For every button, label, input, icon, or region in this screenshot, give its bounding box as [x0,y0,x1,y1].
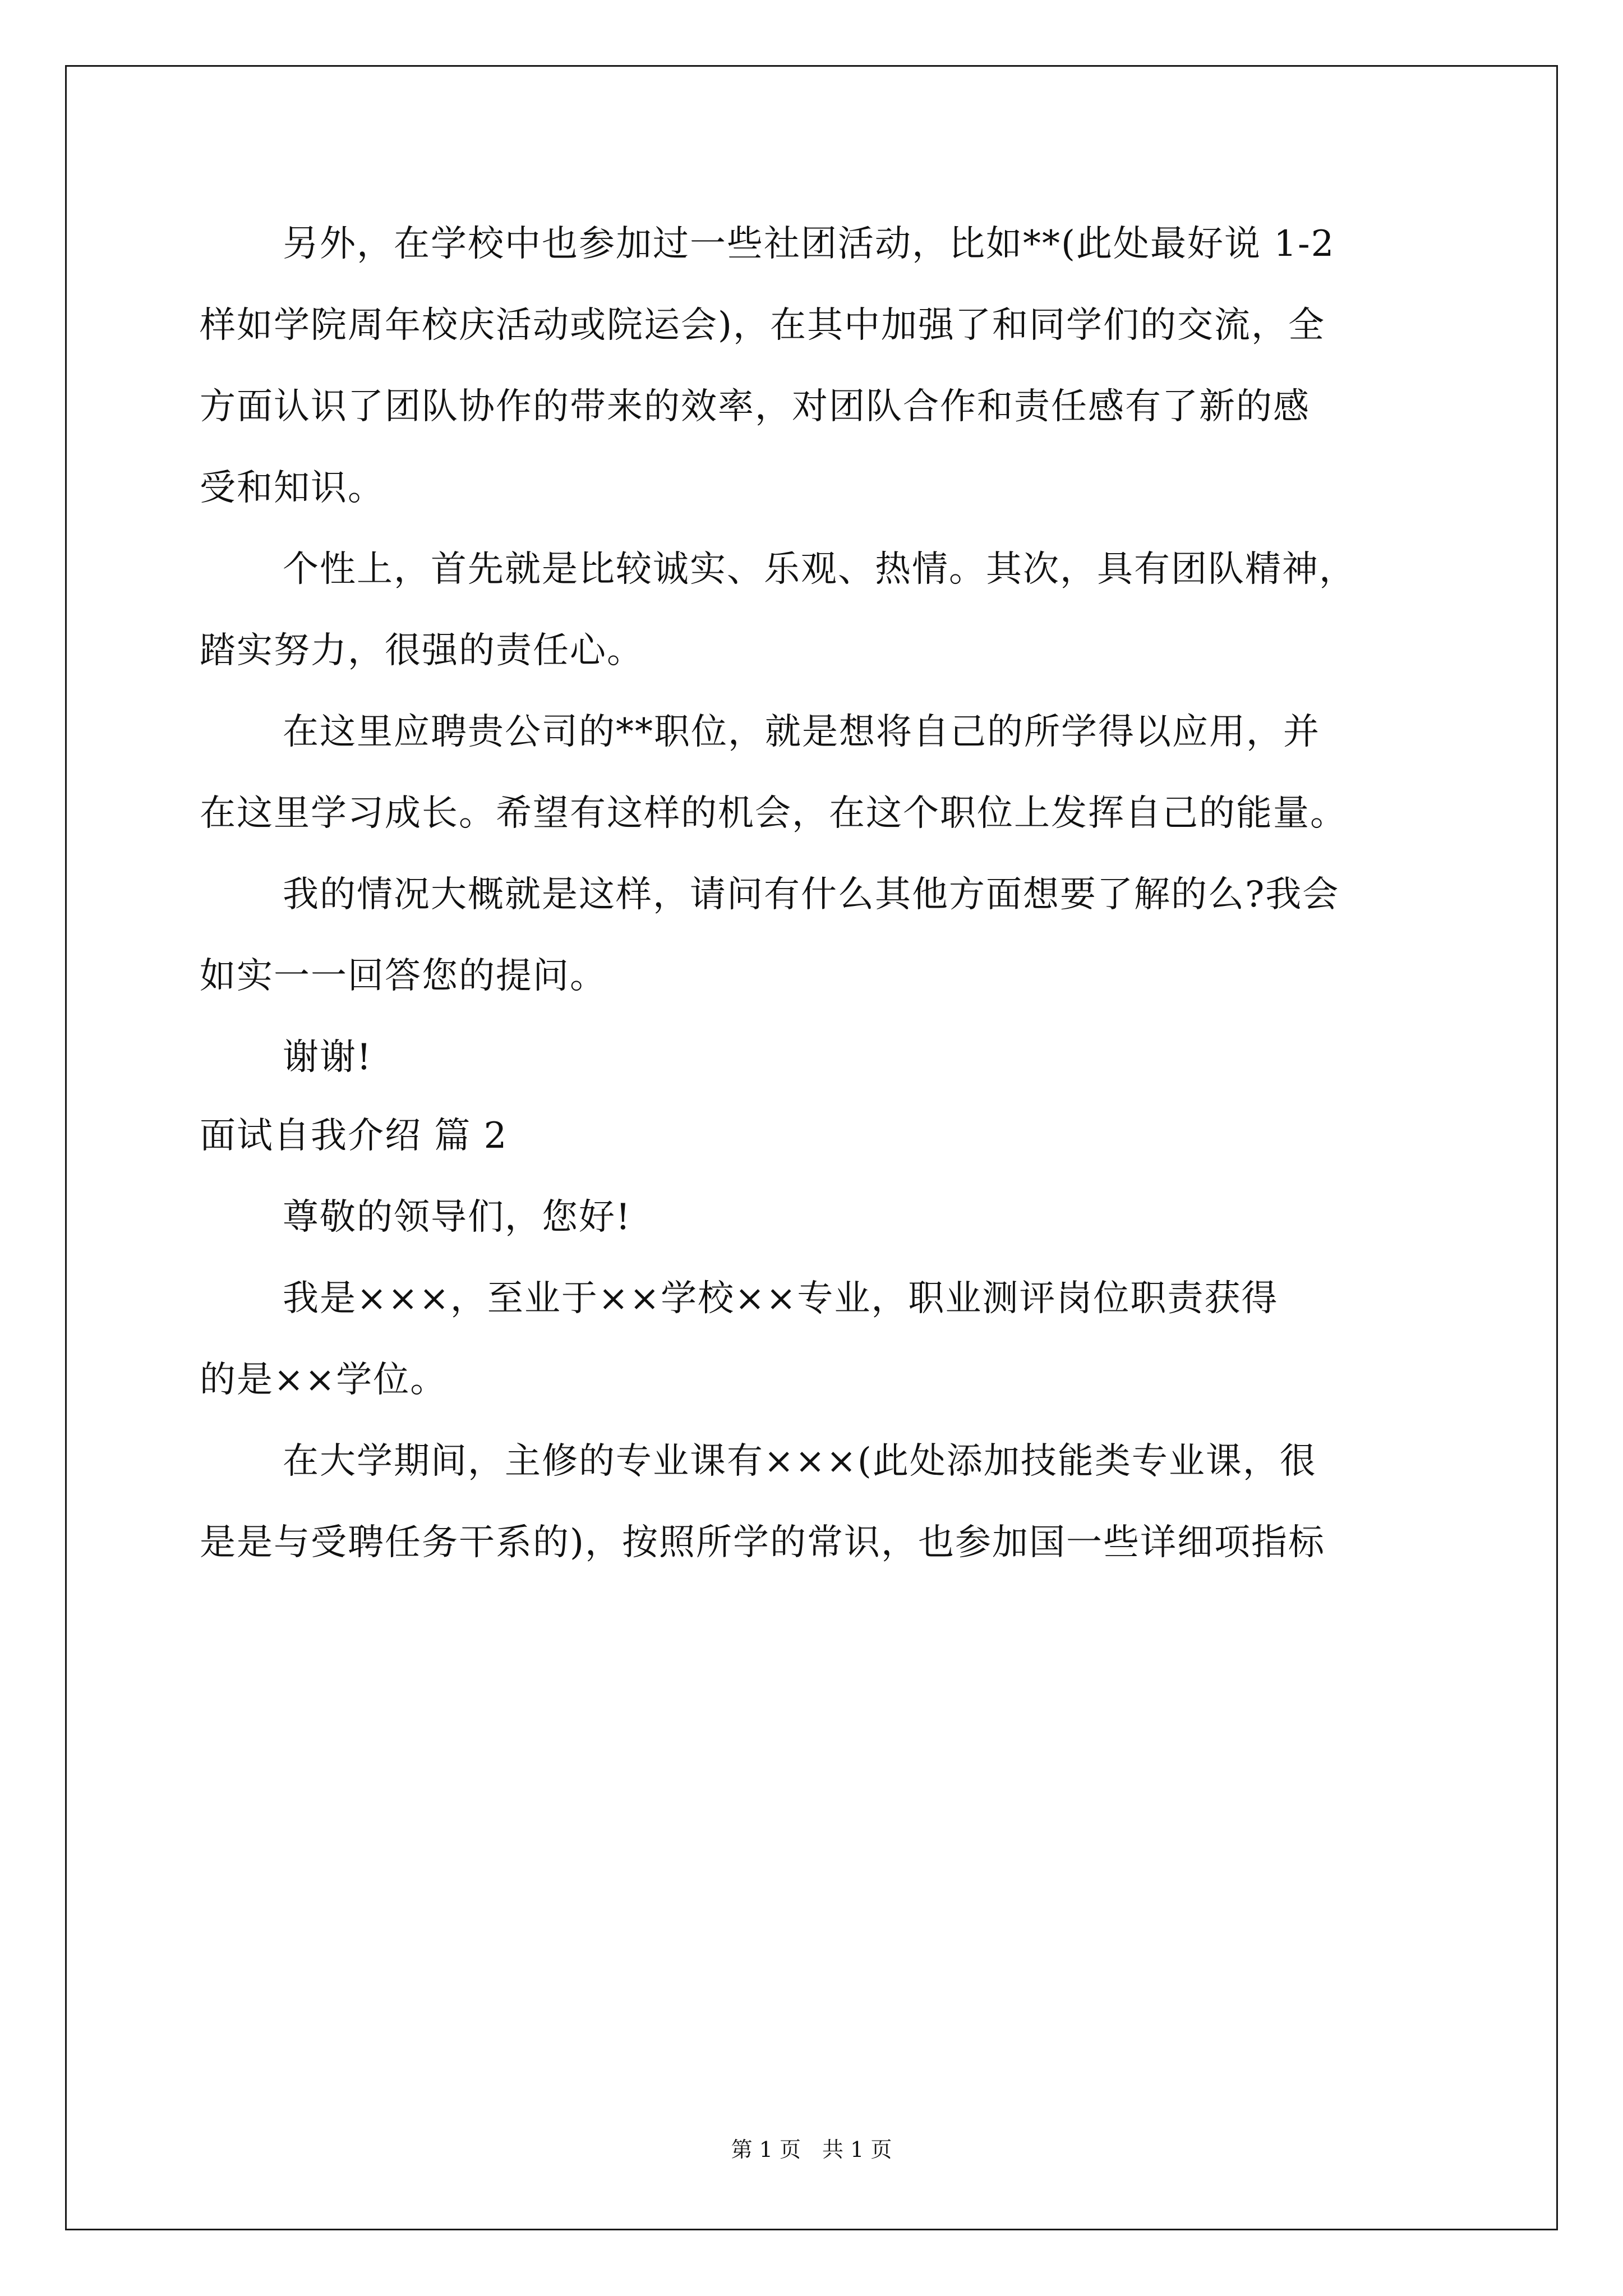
paragraph-1-line-3: 方面认识了团队协作的带来的效率，对团队合作和责任感有了新的感 [200,386,1310,427]
paragraph-4-line-2: 如实一一回答您的提问。 [200,955,607,997]
paragraph-1-line-1: 另外，在学校中也参加过一些社团活动，比如**(此处最好说 1-2 [283,223,1335,265]
section-heading: 面试自我介绍 篇 2 [200,1115,508,1157]
paragraph-1-line-2: 样如学院周年校庆活动或院运会)，在其中加强了和同学们的交流，全 [200,305,1325,346]
paragraph-4-line-1: 我的情况大概就是这样，请问有什么其他方面想要了解的么?我会 [283,874,1340,915]
section2-paragraph-1-line-1: 尊敬的领导们，您好! [283,1197,631,1238]
paragraph-2-line-1: 个性上，首先就是比较诚实、乐观、热情。其次，具有团队精神， [283,549,1356,590]
paragraph-3-line-1: 在这里应聘贵公司的**职位，就是想将自己的所学得以应用，并 [283,711,1320,753]
page-number-footer: 第 1 页 共 1 页 [731,2137,892,2162]
paragraph-1-line-4: 受和知识。 [200,467,385,509]
paragraph-3-line-2: 在这里学习成长。希望有这样的机会，在这个职位上发挥自己的能量。 [200,793,1347,834]
section2-paragraph-3-line-1: 在大学期间，主修的专业课有×××(此处添加技能类专业课，很 [283,1441,1317,1482]
paragraph-2-line-2: 踏实努力，很强的责任心。 [200,630,644,671]
section2-paragraph-2-line-1: 我是×××，至业于××学校××专业，职业测评岗位职责获得 [283,1278,1279,1319]
section2-paragraph-3-line-2: 是是与受聘任务干系的)，按照所学的常识，也参加国一些详细项指标 [200,1522,1325,1563]
section2-paragraph-2-line-2: 的是××学位。 [200,1359,448,1401]
paragraph-5-line-1: 谢谢! [283,1037,372,1078]
